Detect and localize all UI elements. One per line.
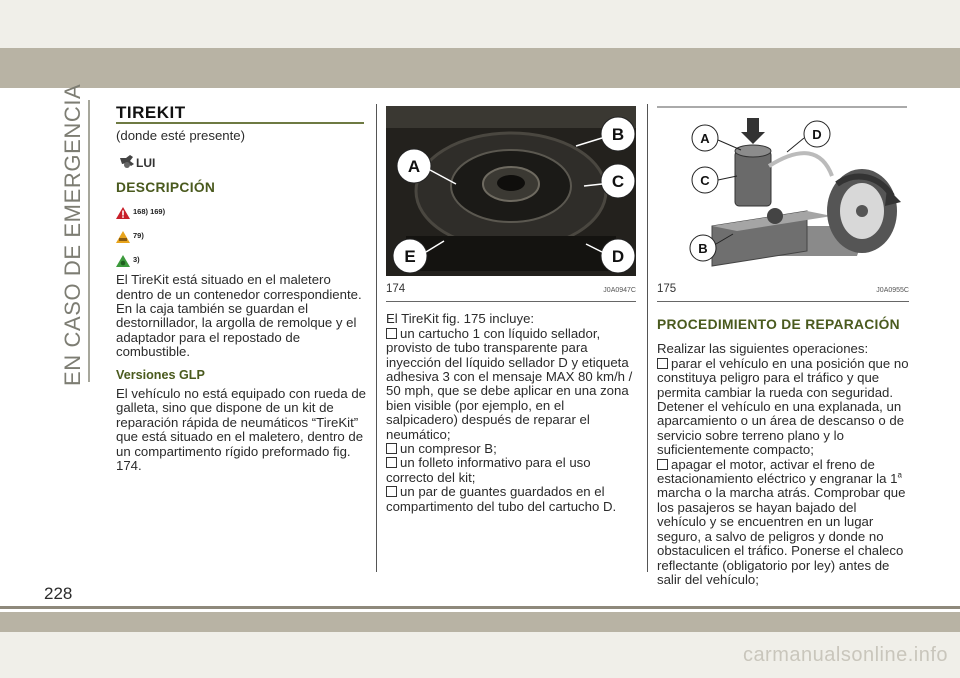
green-environment-icon [116,255,130,267]
column-divider-1 [376,104,377,572]
warning-reference-green [116,247,368,267]
warning-refs-green: 3) [133,254,140,264]
footer-rule [0,606,960,609]
watermark: carmanualsonline.info [742,644,948,666]
figure-175-callout-b: B [698,241,708,256]
figure-175-code: J0A0955C [876,287,909,294]
ordinal-superscript: a [897,470,902,480]
figure-174-callout-a: A [407,157,421,176]
kit-item-gloves: un par de guantes guardados en el compartimento del tubo del cartucho D. [386,484,617,514]
procedure-intro: Realizar las siguientes operaciones: [657,341,869,357]
figure-174-code: J0A0947C [603,287,636,294]
checkbox-icon [386,443,397,454]
figure-174-callout-d: D [611,247,625,266]
glp-paragraph: El vehículo no está equipado con rueda de galleta, sino que dispone de un kit de reparación rápida de neumáticos “TireKit” que está situado en el maletero, dentro de un compartimento rígido preformado fig. 174. [116,386,367,474]
checkbox-icon [386,457,397,468]
procedure-step-engine: apagar el motor, activar el freno de estacionamiento eléctrico y engranar la 1$^a$ marcha o la marcha atrás. Comprobar que los pasajeros se hayan bajado del vehículo y se encuentren en un lugar seguro, a salvo de peligros y donde no obstaculicen el tráfico. Ponerse el chaleco reflectante (obligatorio por ley) antes de salir del vehículo; [657,456,906,587]
description-paragraph: El TireKit está situado en el maletero dentro de un contenedor correspondiente. En la caja también se guardan el destornillador, la argolla de remolque y el adaptador para el repostado de combustible. [116,272,362,360]
section-heading-procedimiento: PROCEDIMIENTO DE REPARACIÓN [657,317,900,333]
trunk-tirekit-illustration [386,106,636,276]
figure-175-caption [657,282,909,302]
column-description [116,100,368,474]
figure-174-number: 174 [386,283,406,295]
checkbox-icon [386,328,397,339]
figure-174-photo [386,106,636,276]
warning-refs-orange: 79) [133,230,144,240]
kit-item-leaflet: un folleto informativo para el uso correcto del kit; [386,455,591,485]
title-underline [116,122,364,124]
figure-175-callout-a: A [700,131,710,146]
section-heading-glp: Versiones GLP [116,367,205,382]
figure-175-number: 175 [657,283,677,295]
footer-band [0,612,960,632]
warning-reference-red [116,199,368,219]
gear-icon-label: LUI [136,155,156,170]
figure-175-illustration [657,106,907,276]
figure-175-callout-c: C [700,173,710,188]
page-title: TIREKIT [116,103,186,122]
kit-item-cartridge: un cartucho 1 con líquido sellador, provisto de tubo transparente para inyección del líquido sellador D y etiqueta adhesiva 3 con el mensaje MAX 80 km/h / 50 mph, que se debe aplicar en una zona bien visible (por ejemplo, en el salpicadero) después de reparar el neumático; [386,325,633,442]
kit-item-compressor: un compresor B; [386,442,636,456]
column-repair-procedure [657,100,909,587]
orange-warning-icon [116,231,130,243]
column-divider-2 [647,104,648,572]
tirekit-gear-icon [116,152,164,172]
header-band [0,48,960,88]
figure-174-callout-b: B [611,125,625,144]
red-warning-icon [116,207,130,219]
checkbox-icon [657,358,668,369]
compressor-kit-illustration [657,106,907,276]
warning-reference-orange [116,223,368,243]
top-margin [0,0,960,48]
side-section-title: EN CASO DE EMERGENCIA [60,83,85,386]
side-divider [88,100,90,382]
section-heading-descripcion: DESCRIPCIÓN [116,180,216,196]
subtitle: (donde esté presente) [116,128,246,144]
checkbox-icon [386,486,397,497]
figure-174-caption [386,282,636,302]
figure-174-callout-c: C [611,172,625,191]
procedure-step-park: parar el vehículo en una posición que no constituya peligro para el tráfico y que permita cambiar la rueda con seguridad. Detener el vehículo en una explanada, un aparcamiento o un área de descanso o de servicio sobre terreno plano y lo suficientemente compacto; [657,355,909,458]
page-number: 228 [44,584,73,603]
figure-174-callout-e: E [404,247,416,266]
kit-intro: El TireKit fig. 175 incluye: [386,311,535,327]
figure-175-callout-d: D [812,127,822,142]
warning-refs-red: 168) 169) [133,206,166,216]
checkbox-icon [657,459,668,470]
column-kit-contents [386,100,636,514]
